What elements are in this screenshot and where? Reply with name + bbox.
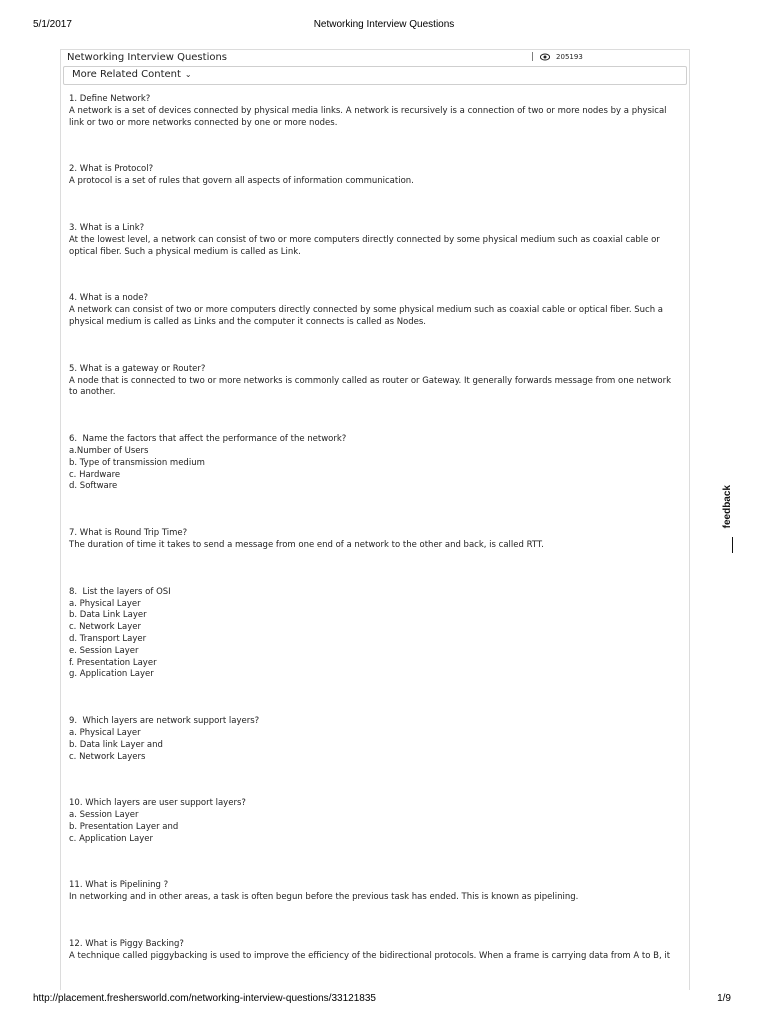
answer-text: b. Type of transmission medium xyxy=(69,457,205,468)
answer-text: e. Session Layer xyxy=(69,645,139,656)
answer-text: c. Hardware xyxy=(69,469,121,480)
qa-item xyxy=(69,939,679,963)
answer-text: A network can consist of two or more computers directly connected by some physical medium such as coaxial cable or optical fiber. Such a physical medium is called as Links and the computer it connects is called as Nodes. xyxy=(69,305,666,327)
chevron-down-icon: ⌄ xyxy=(184,70,192,79)
print-title: Networking Interview Questions xyxy=(313,19,455,30)
question-text: 10. Which layers are user support layers? xyxy=(69,798,246,809)
answer-text: a. Session Layer xyxy=(69,810,139,821)
article-title-bar xyxy=(61,50,689,66)
answer-text: At the lowest level, a network can consist of two or more computers directly connected by some physical medium such as coaxial cable or optical fiber. Such a physical medium is called as Link. xyxy=(69,234,663,257)
qa-item xyxy=(69,223,679,258)
qa-item xyxy=(69,364,679,399)
answer-text: a. Physical Layer xyxy=(69,598,141,609)
more-related-content-label: More Related Content xyxy=(72,69,181,80)
answer-text: g. Application Layer xyxy=(69,669,154,680)
qa-item xyxy=(69,293,679,328)
question-text: 9. Which layers are network support layers? xyxy=(69,716,260,727)
question-text: 11. What is Pipelining ? xyxy=(69,880,169,891)
answer-text: d. Software xyxy=(69,481,118,492)
question-text: 7. What is Round Trip Time? xyxy=(69,528,188,539)
answer-text: d. Transport Layer xyxy=(69,633,147,644)
answer-text: A node that is connected to two or more networks is commonly called as router or Gateway. It generally forwards message from one network to another. xyxy=(69,375,674,398)
answer-text: c. Application Layer xyxy=(69,833,153,844)
answer-text: b. Data link Layer and xyxy=(69,739,163,750)
question-text: 4. What is a node? xyxy=(69,293,148,304)
print-url: http://placement.freshersworld.com/networking-interview-questions/33121835 xyxy=(33,993,376,1004)
qa-item xyxy=(69,528,679,552)
answer-text: c. Network Layers xyxy=(69,751,146,762)
answer-text: A protocol is a set of rules that govern all aspects of information communication. xyxy=(69,176,414,187)
answer-text: A network is a set of devices connected by physical media links. A network is recursively is a connection of two or more nodes by a physical link or two or more networks connected by one or more nodes. xyxy=(69,105,670,128)
answer-text: In networking and in other areas, a task is often begun before the previous task has ended. This is known as pipelining. xyxy=(69,892,579,903)
answer-text: a. Physical Layer xyxy=(69,727,141,738)
article-title: Networking Interview Questions xyxy=(67,52,228,63)
question-text: 12. What is Piggy Backing? xyxy=(69,939,184,950)
qa-item xyxy=(69,164,679,188)
answer-text: A technique called piggybacking is used to improve the efficiency of the bidirectional protocols. When a frame is carrying data from A to B, it xyxy=(69,950,671,961)
question-text: 1. Define Network? xyxy=(69,94,151,104)
feedback-tab[interactable] xyxy=(720,485,740,555)
feedback-underline xyxy=(732,537,733,553)
answer-text: b. Data Link Layer xyxy=(69,610,147,621)
divider: | xyxy=(531,52,535,62)
question-text: 8. List the layers of OSI xyxy=(69,586,171,597)
view-count-area xyxy=(531,52,583,62)
qa-item xyxy=(69,880,679,904)
print-header xyxy=(0,19,768,33)
print-page-number: 1/9 xyxy=(717,993,731,1004)
print-footer xyxy=(0,993,768,1007)
qa-item xyxy=(69,434,679,493)
qa-item xyxy=(69,716,679,763)
answer-text: a.Number of Users xyxy=(69,445,149,456)
question-text: 5. What is a gateway or Router? xyxy=(69,363,206,374)
qa-list xyxy=(69,94,679,963)
answer-text: c. Network Layer xyxy=(69,622,141,633)
qa-item xyxy=(69,798,679,845)
answer-text: f. Presentation Layer xyxy=(69,657,157,668)
answer-text: The duration of time it takes to send a message from one end of a network to the other and back, is called RTT. xyxy=(69,539,544,550)
qa-item xyxy=(69,587,679,681)
question-text: 6. Name the factors that affect the performance of the network? xyxy=(69,434,347,445)
answer-text: b. Presentation Layer and xyxy=(69,821,179,832)
view-count: 205193 xyxy=(556,53,583,61)
question-text: 3. What is a Link? xyxy=(69,222,145,233)
feedback-label: feedback xyxy=(722,485,733,529)
print-date: 5/1/2017 xyxy=(33,19,72,30)
qa-item xyxy=(69,94,679,129)
more-related-content-dropdown[interactable] xyxy=(63,66,687,85)
question-text: 2. What is Protocol? xyxy=(69,164,154,175)
eye-icon xyxy=(540,53,550,61)
